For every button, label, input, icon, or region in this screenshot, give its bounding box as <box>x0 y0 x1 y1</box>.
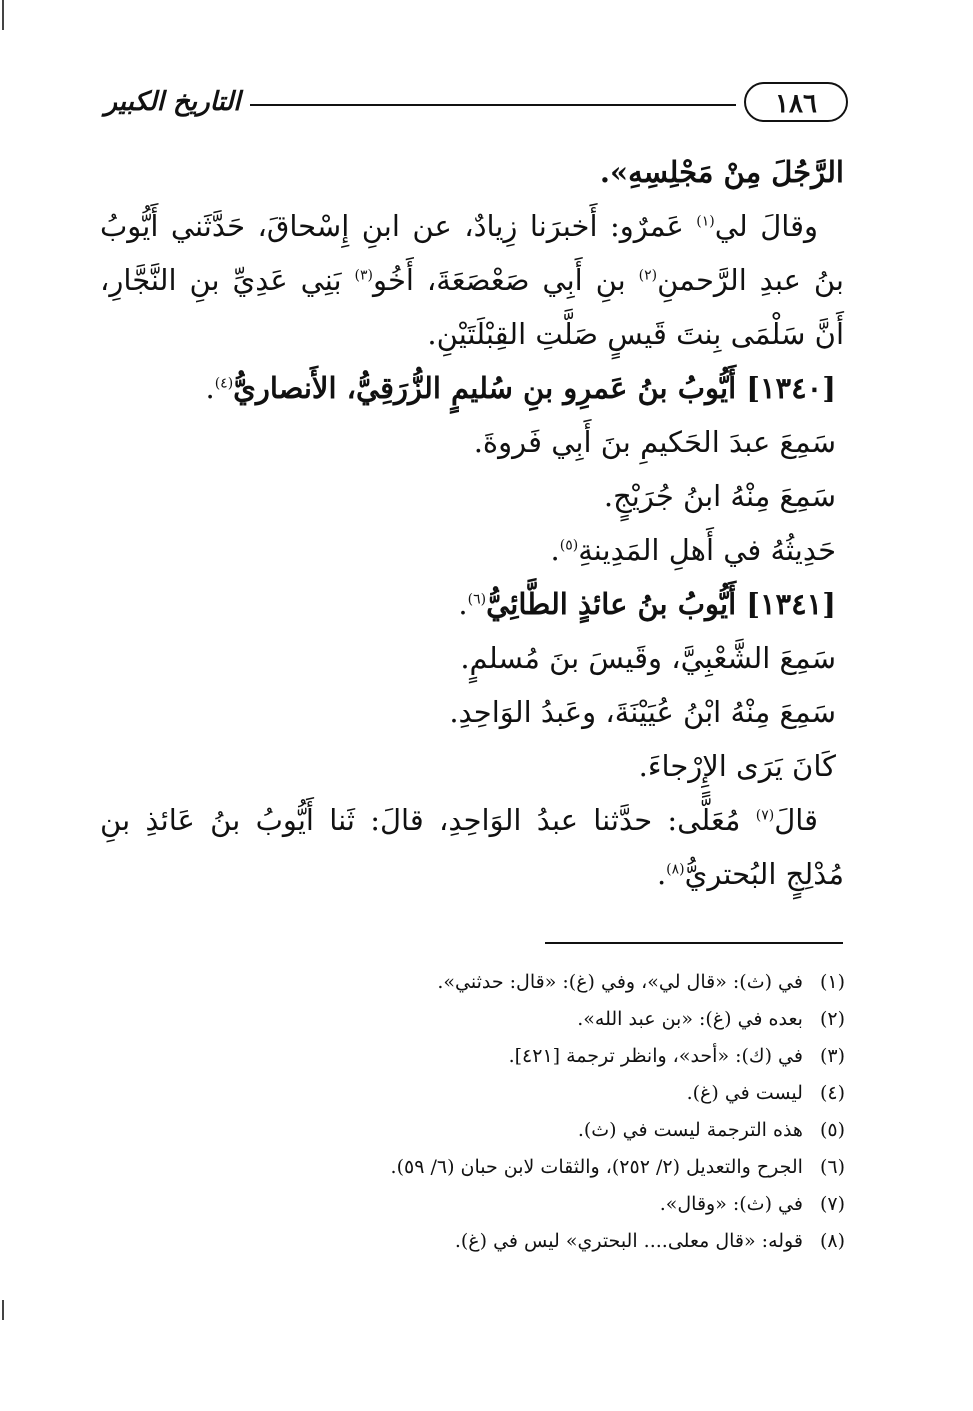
text-line: سَمِعَ مِنْهُ ابْنُ عُيَيْنَةَ، وعَبدُ الوَاحِدِ. <box>449 695 836 729</box>
paragraph <box>100 793 844 901</box>
header-rule <box>250 104 736 106</box>
running-title: التاريخ الكبير <box>104 87 241 117</box>
main-text <box>100 145 844 901</box>
footnote-ref[interactable]: (٣) <box>354 267 373 284</box>
footnote-text: قوله: «قال معلى.... البحتري» ليس في (غ). <box>454 1230 803 1252</box>
footnote-number: (٦) <box>819 1156 845 1178</box>
text-fragment: عَمرٌو: أَخبرَنا زِيادٌ، عن ابنِ إِسْحاقَ، حَدَّثَني أَيُّوبُ بنُ عبدِ الرَّحمنِ <box>100 209 844 297</box>
entry-title: [١٣٤٠] أَيُّوبُ بنُ عَمرِو بنِ سُليمٍ الزُّرَقِيُّ، الأَنصاريُّ <box>233 371 836 405</box>
text-line <box>100 145 844 199</box>
scan-edge-mark <box>2 1300 4 1320</box>
footnote <box>225 1038 845 1075</box>
footnote-text: في (ك): «أحد»، وانظر ترجمة [٤٢١]. <box>508 1045 803 1067</box>
footnote-ref[interactable]: (٦) <box>467 591 487 608</box>
page-number: ١٨٦ <box>744 82 848 122</box>
footnote-text: الجرح والتعديل (٢/ ٢٥٢)، والثقات لابن حبان (٦/ ٥٩). <box>390 1156 803 1178</box>
footnote-ref[interactable]: (٤) <box>214 375 234 392</box>
footnote-text: ليست في (غ). <box>686 1082 803 1104</box>
entry-heading-1341 <box>100 577 844 631</box>
footnote <box>225 1223 845 1260</box>
footnote-number: (٤) <box>819 1082 845 1104</box>
footnote-number: (١) <box>819 971 845 993</box>
text-fragment: بَنِي عَدِيِّ بنِ النَّجَّارِ، أَنَّ سَلْمَى بِنتَ قَيسٍ صَلَّتِ القِبْلَتَيْنِ. <box>100 263 844 351</box>
text-fragment: الرَّجُلَ مِنْ مَجْلِسِهِ». <box>599 155 844 189</box>
footnote-number: (٢) <box>819 1008 845 1030</box>
footnote-number: (٥) <box>819 1119 845 1141</box>
entry-heading-1340 <box>100 361 844 415</box>
scan-edge-mark <box>2 0 4 30</box>
footnote <box>225 1186 845 1223</box>
footnote <box>225 1112 845 1149</box>
footnote-ref[interactable]: (٧) <box>755 807 775 824</box>
period: . <box>656 857 667 891</box>
footnote <box>225 1075 845 1112</box>
text-line: سَمِعَ مِنْهُ ابنُ جُرَيْجٍ. <box>603 479 836 513</box>
footnote-separator <box>545 942 843 944</box>
footnote-number: (٣) <box>819 1045 845 1067</box>
footnote-text: في (ث): «قال لي»، وفي (غ): «قال: حدثني». <box>437 971 803 993</box>
page-header <box>100 82 848 128</box>
text-fragment: قالَ <box>774 803 818 837</box>
footnote-text: في (ث): «وقال». <box>659 1193 803 1215</box>
footnote-text: بعده في (غ): «بن عبد الله». <box>577 1008 803 1030</box>
text-line: سَمِعَ عبدَ الحَكيمِ بنَ أَبِي فَروةَ. <box>473 425 836 459</box>
text-fragment: بنِ أَبِي صَعْصَعَةَ، أَخُو <box>372 263 639 297</box>
text-fragment: حَدِيثُهُ في أَهلِ المَدِينةِ <box>578 533 836 567</box>
paragraph <box>100 199 844 361</box>
footnote-number: (٨) <box>819 1230 845 1252</box>
footnote-text: هذه الترجمة ليست في (ث). <box>577 1119 803 1141</box>
footnote <box>225 964 845 1001</box>
text-line: سَمِعَ الشَّعْبِيَّ، وقَيسَ بنَ مُسلمٍ. <box>460 641 836 675</box>
footnotes <box>225 964 845 1260</box>
footnote <box>225 1001 845 1038</box>
footnote-number: (٧) <box>819 1193 845 1215</box>
period: . <box>458 587 468 621</box>
footnote-ref[interactable]: (٨) <box>666 861 685 878</box>
period: . <box>550 533 560 567</box>
text-fragment: مُعَلًّى: حدَّثنا عبدُ الوَاحِدِ، قالَ: ثَنا أَيُّوبُ بنُ عَائذِ بنِ مُدْلِجٍ البُحتريُّ <box>100 803 844 891</box>
footnote <box>225 1149 845 1186</box>
footnote-ref[interactable]: (٥) <box>559 537 579 554</box>
period: . <box>205 371 215 405</box>
entry-title: [١٣٤١] أَيُّوبُ بنُ عائذٍ الطَّائِيُّ <box>486 587 836 621</box>
text-line <box>100 523 844 577</box>
footnote-ref[interactable]: (١) <box>696 213 715 230</box>
footnote-ref[interactable]: (٢) <box>638 267 658 284</box>
text-fragment: وقالَ لي <box>714 209 818 243</box>
text-line: كَانَ يَرَى الإِرْجاءَ. <box>638 749 836 783</box>
